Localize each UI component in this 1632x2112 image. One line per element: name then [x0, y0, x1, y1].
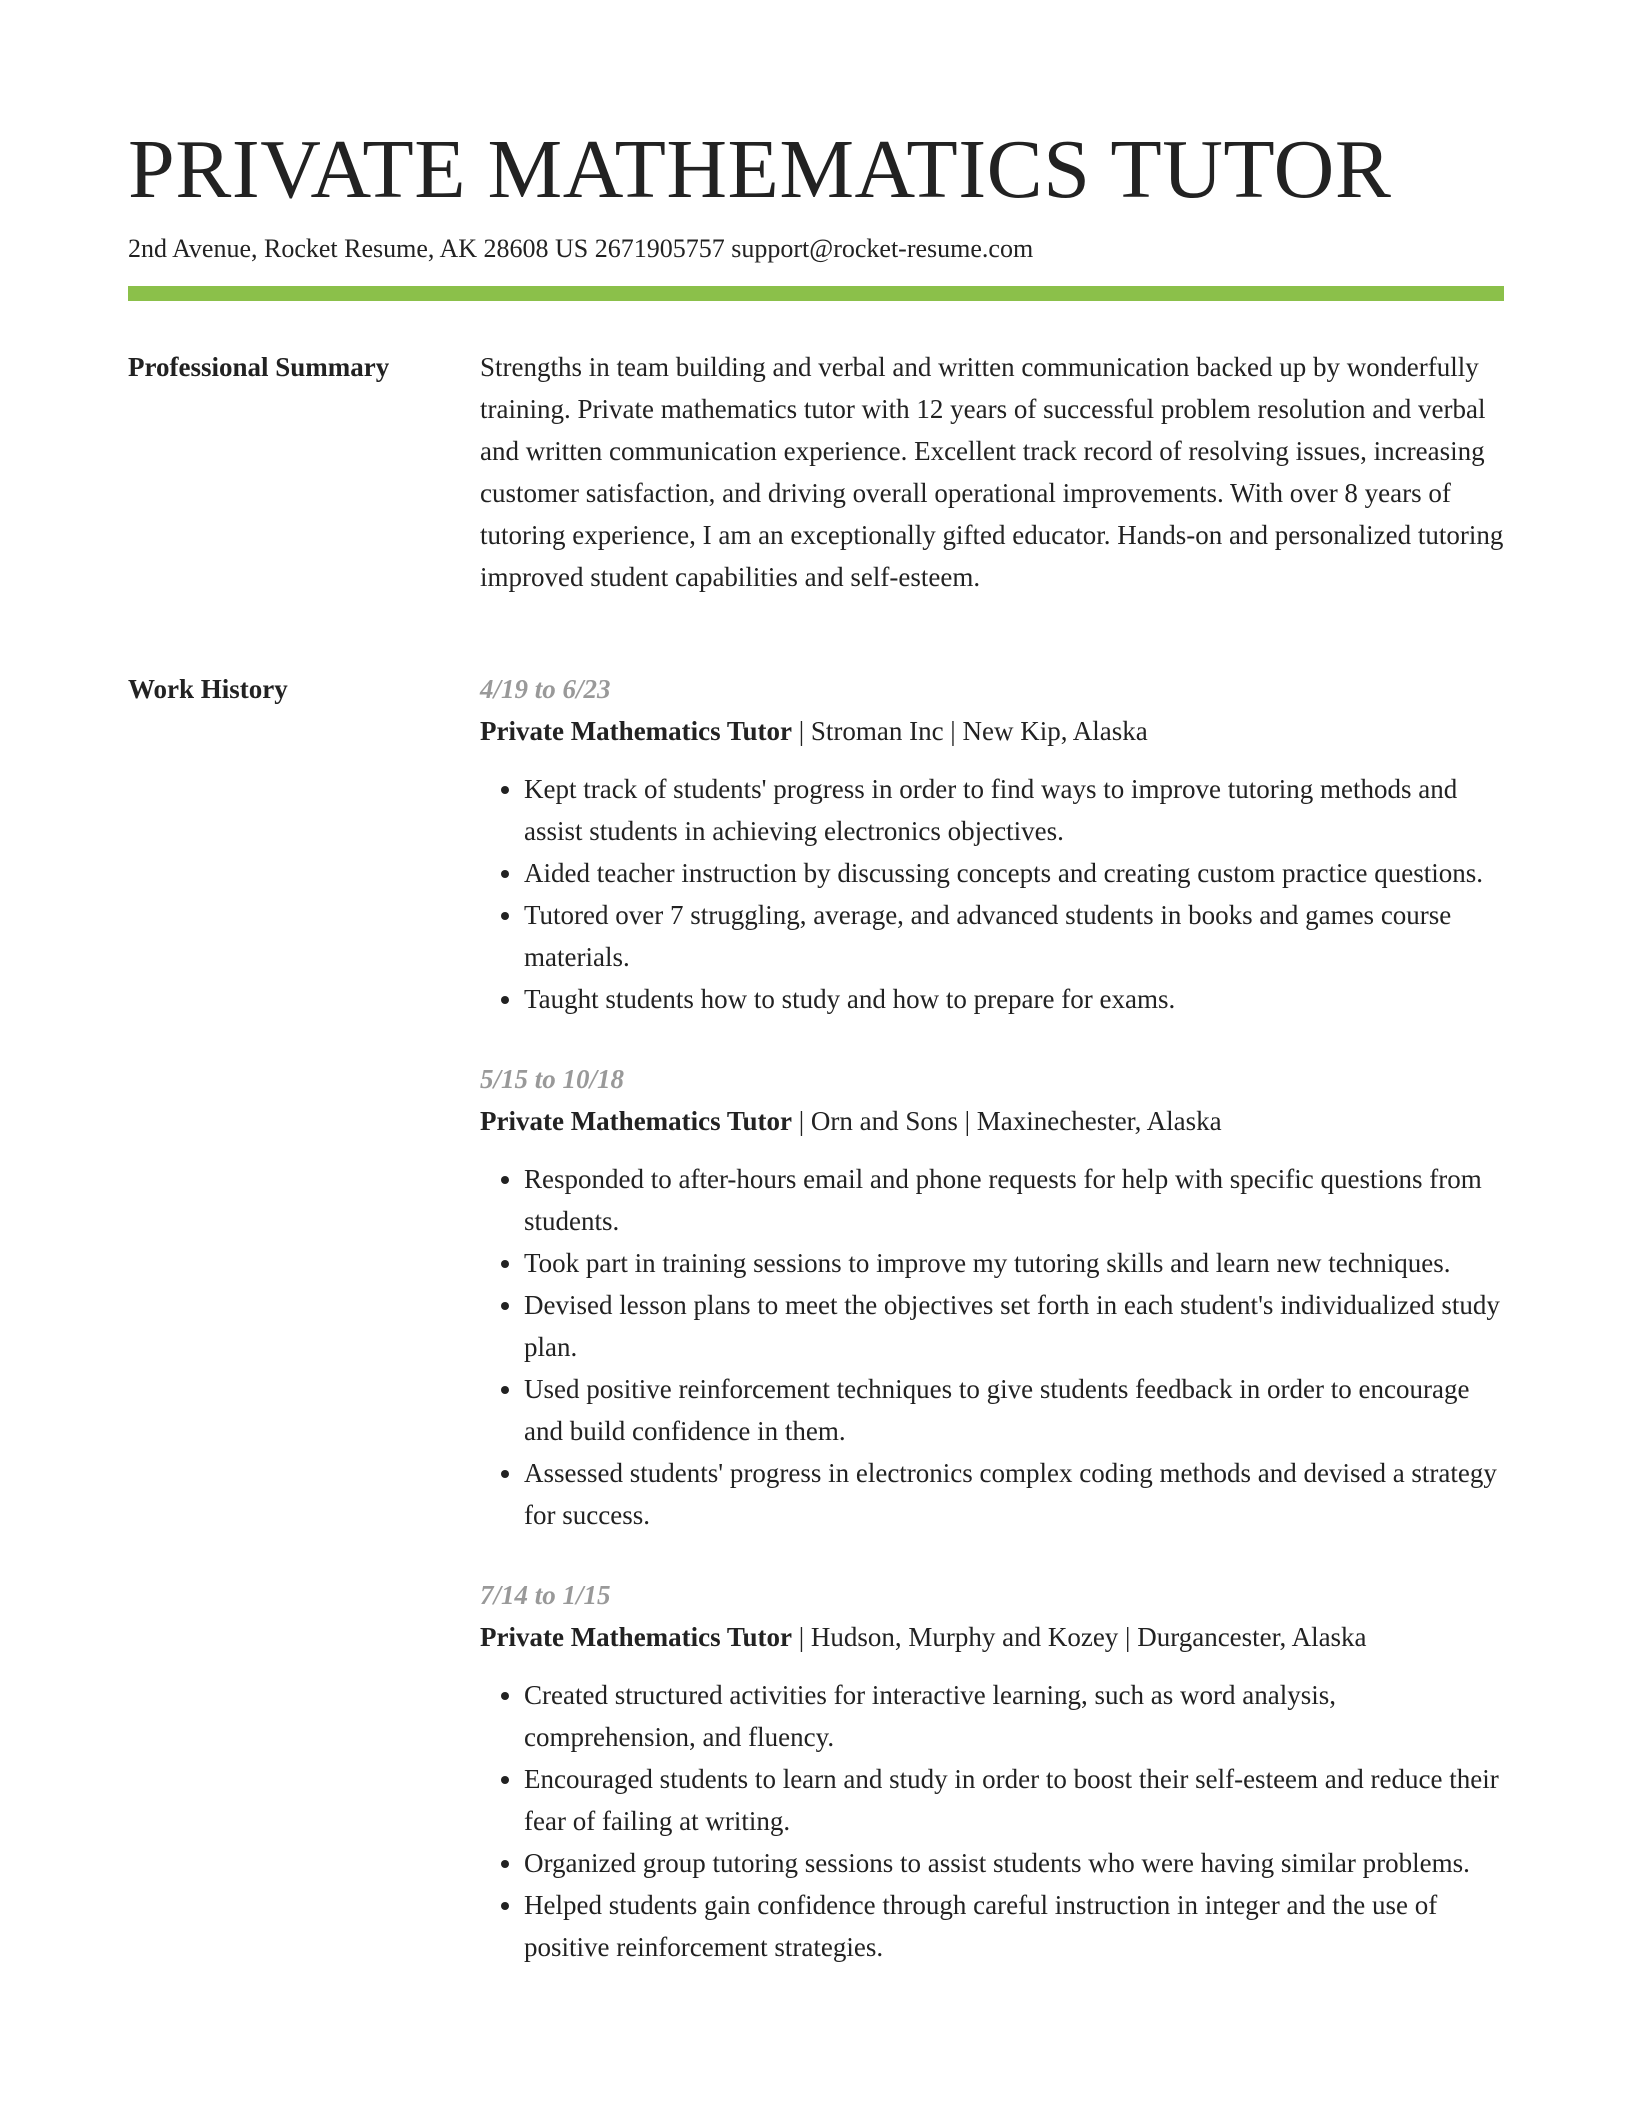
job-bullet: • Encouraged students to learn and study in order to boost their self-esteem and reduce their fear of failing at writing.: [524, 1758, 1504, 1842]
job-title: Private Mathematics Tutor: [480, 1106, 792, 1136]
job-bullet: • Assessed students' progress in electronics complex coding methods and devised a strategy for success.: [524, 1452, 1504, 1536]
job-bullet: • Took part in training sessions to improve my tutoring skills and learn new techniques.: [524, 1242, 1504, 1284]
job-bullet: • Organized group tutoring sessions to assist students who were having similar problems.: [524, 1842, 1504, 1884]
section-label-summary: Professional Summary: [128, 352, 390, 382]
job-heading: [480, 1100, 1504, 1142]
job-bullet: • Responded to after-hours email and phone requests for help with specific questions from students.: [524, 1158, 1504, 1242]
job-bullet: • Tutored over 7 struggling, average, and advanced students in books and games course materials.: [524, 894, 1504, 978]
job-entry: [480, 1574, 1504, 1968]
job-entry: [480, 1058, 1504, 1536]
job-bullet: • Devised lesson plans to meet the objectives set forth in each student's individualized study plan.: [524, 1284, 1504, 1368]
job-dates: 7/14 to 1/15: [480, 1580, 611, 1610]
job-entry: [480, 668, 1504, 1020]
job-bullet: • Taught students how to study and how to prepare for exams.: [524, 978, 1504, 1020]
job-title: Private Mathematics Tutor: [480, 1622, 792, 1652]
job-bullet: • Used positive reinforcement techniques to give students feedback in order to encourage and build confidence in them.: [524, 1368, 1504, 1452]
contact-line: 2nd Avenue, Rocket Resume, AK 28608 US 2671905757 support@rocket-resume.com: [128, 234, 1034, 263]
job-bullet: • Aided teacher instruction by discussing concepts and creating custom practice questions.: [524, 852, 1504, 894]
section-label-work-history: Work History: [128, 674, 288, 704]
job-bullet: • Kept track of students' progress in order to find ways to improve tutoring methods and assist students in achieving electronics objectives.: [524, 768, 1504, 852]
header-divider: [128, 286, 1504, 301]
job-heading: [480, 1616, 1504, 1658]
job-bullets: [480, 1674, 1504, 1968]
summary-text: Strengths in team building and verbal and written communication backed up by wonderfully training. Private mathematics tutor with 12 years of successful problem resolution and verbal and written communication experience. Excellent track record of resolving issues, increasing customer satisfaction, and driving overall operational improvements. With over 8 years of tutoring experience, I am an exceptionally gifted educator. Hands-on and personalized tutoring improved student capabilities and self-esteem.: [480, 352, 1504, 592]
summary-body: [480, 346, 1504, 598]
job-dates: 5/15 to 10/18: [480, 1064, 625, 1094]
job-bullet: • Helped students gain confidence through careful instruction in integer and the use of positive reinforcement strategies.: [524, 1884, 1504, 1968]
job-bullets: [480, 1158, 1504, 1536]
job-details: | Stroman Inc | New Kip, Alaska: [791, 716, 1148, 746]
job-dates: 4/19 to 6/23: [480, 674, 611, 704]
work-history-body: [480, 668, 1504, 2006]
job-bullet: • Created structured activities for interactive learning, such as word analysis, comprehension, and fluency.: [524, 1674, 1504, 1758]
job-details: | Hudson, Murphy and Kozey | Durgancester, Alaska: [791, 1622, 1367, 1652]
job-heading: [480, 710, 1504, 752]
job-bullets: [480, 768, 1504, 1020]
job-details: | Orn and Sons | Maxinechester, Alaska: [791, 1106, 1222, 1136]
resume-title: PRIVATE MATHEMATICS TUTOR: [128, 123, 1392, 216]
job-title: Private Mathematics Tutor: [480, 716, 792, 746]
